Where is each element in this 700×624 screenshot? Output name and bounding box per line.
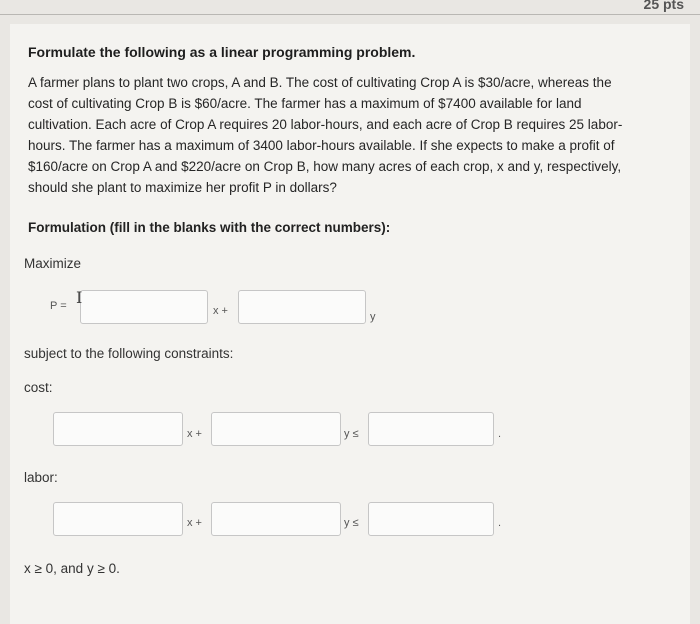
objective-p-label: P =: [50, 300, 67, 312]
cost-x-coefficient-input[interactable]: [53, 412, 183, 446]
objective-x-coefficient-input[interactable]: [80, 290, 208, 324]
problem-line: $160/acre on Crop A and $220/acre on Crop B, how many acres of each crop, x and y, respectively,: [28, 159, 622, 174]
constraints-label: subject to the following constraints:: [24, 346, 234, 361]
question-heading: Formulate the following as a linear programming problem.: [28, 44, 416, 60]
labor-x-label: x +: [187, 517, 202, 529]
problem-line: A farmer plans to plant two crops, A and B. The cost of cultivating Crop A is $30/acre, whereas the: [28, 75, 612, 90]
problem-line: cultivation. Each acre of Crop A requires 20 labor-hours, and each acre of Crop B requires 25 labor-: [28, 117, 623, 132]
cost-y-coefficient-input[interactable]: [211, 412, 341, 446]
cost-end-period: .: [498, 428, 502, 440]
cost-label: cost:: [24, 380, 53, 395]
labor-y-label: y ≤: [344, 517, 359, 529]
objective-x-label: x +: [213, 305, 228, 317]
problem-statement: [28, 72, 676, 198]
labor-end-period: .: [498, 517, 502, 529]
nonnegativity-constraint: x ≥ 0, and y ≥ 0.: [24, 561, 120, 576]
points-label: 25 pts: [643, 0, 684, 12]
text-cursor-icon: I: [76, 288, 83, 307]
problem-line: cost of cultivating Crop B is $60/acre. The farmer has a maximum of $7400 available for land: [28, 96, 582, 111]
cost-y-label: y ≤: [344, 428, 359, 440]
problem-line: hours. The farmer has a maximum of 3400 labor-hours available. If she expects to make a profit of: [28, 138, 615, 153]
labor-y-coefficient-input[interactable]: [211, 502, 341, 536]
maximize-label: Maximize: [24, 256, 82, 271]
labor-label: labor:: [24, 470, 58, 485]
problem-line: should she plant to maximize her profit P in dollars?: [28, 180, 337, 195]
objective-y-coefficient-input[interactable]: [238, 290, 366, 324]
header-divider: [0, 14, 700, 15]
labor-rhs-input[interactable]: [368, 502, 494, 536]
labor-x-coefficient-input[interactable]: [53, 502, 183, 536]
formulation-heading: Formulation (fill in the blanks with the correct numbers):: [28, 220, 391, 235]
cost-rhs-input[interactable]: [368, 412, 494, 446]
cost-x-label: x +: [187, 428, 202, 440]
objective-y-label: y: [370, 311, 376, 323]
